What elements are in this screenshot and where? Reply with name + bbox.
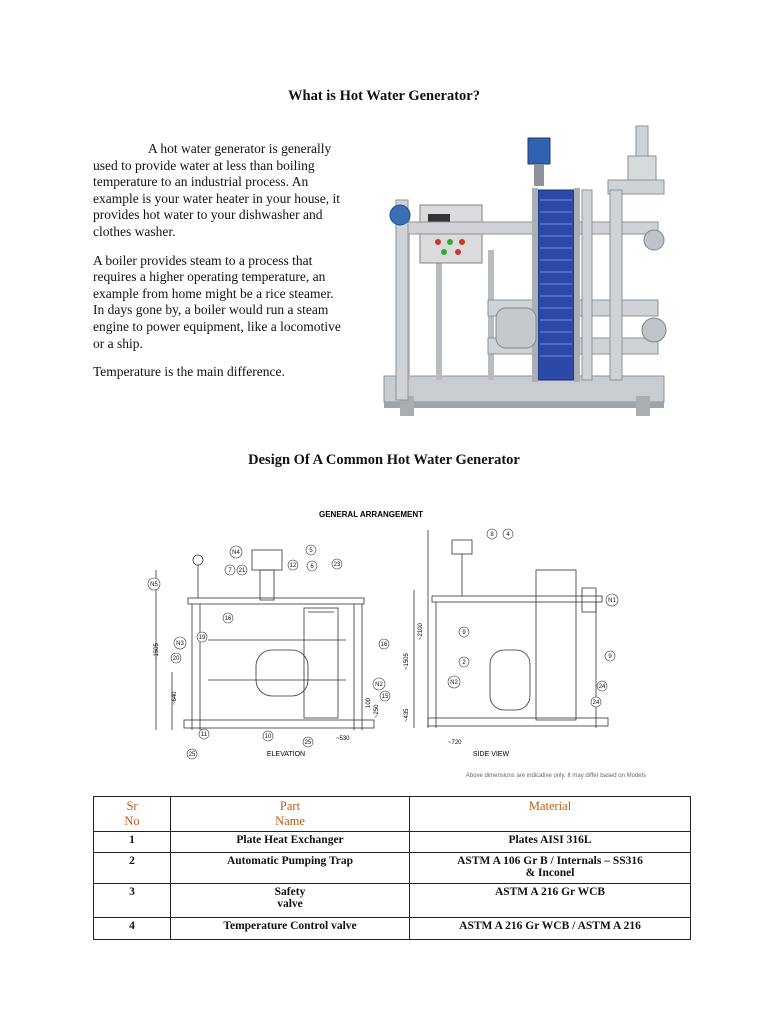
dim-side-total: ~2100 bbox=[418, 623, 424, 640]
svg-text:10: 10 bbox=[264, 734, 272, 740]
callout bbox=[597, 681, 607, 691]
svg-text:2: 2 bbox=[462, 660, 466, 666]
cell-part: Safety valve bbox=[171, 884, 410, 918]
elevation-view bbox=[156, 550, 374, 730]
side-view bbox=[414, 530, 608, 728]
svg-text:N3: N3 bbox=[176, 641, 184, 647]
table-row bbox=[94, 918, 691, 940]
svg-text:23: 23 bbox=[333, 562, 341, 568]
cell-part: Temperature Control valve bbox=[171, 918, 410, 940]
section-subtitle: Design Of A Common Hot Water Generator bbox=[248, 452, 520, 468]
elevation-label: ELEVATION bbox=[266, 751, 306, 758]
cell-material: ASTM A 106 Gr B / Internals – SS316 & Inconel bbox=[410, 853, 691, 884]
table-row bbox=[94, 853, 691, 884]
intro-paragraph-2: A boiler provides steam to a process that requires a higher operating temperature, an example from home might be a rice steamer. In days gone by, a boiler would run a steam engine to power equipment, like a locomotive or a ship. bbox=[93, 252, 341, 351]
svg-text:6: 6 bbox=[310, 564, 314, 570]
cell-sr: 2 bbox=[94, 853, 171, 884]
callout bbox=[199, 729, 209, 739]
cell-material: ASTM A 216 Gr WCB bbox=[410, 884, 691, 918]
dim-side-lower: ~435 bbox=[404, 708, 410, 722]
dim-elev-width: ~530 bbox=[336, 736, 350, 742]
svg-text:12: 12 bbox=[289, 563, 297, 569]
svg-text:5: 5 bbox=[309, 548, 313, 554]
callout bbox=[237, 565, 247, 575]
callout bbox=[379, 639, 389, 649]
general-arrangement-drawing bbox=[96, 500, 656, 785]
svg-text:N5: N5 bbox=[150, 582, 158, 588]
table-row bbox=[94, 832, 691, 853]
cell-sr: 4 bbox=[94, 918, 171, 940]
svg-text:16: 16 bbox=[380, 642, 388, 648]
dim-elev-250: ~250 bbox=[374, 704, 380, 718]
svg-text:25: 25 bbox=[188, 752, 196, 758]
cell-part: Automatic Pumping Trap bbox=[171, 853, 410, 884]
header-part: Part Name bbox=[171, 797, 410, 832]
dim-elev-lower: ~640 bbox=[172, 691, 178, 705]
svg-text:21: 21 bbox=[238, 568, 246, 574]
cell-part: Plate Heat Exchanger bbox=[171, 832, 410, 853]
callout bbox=[380, 691, 390, 701]
callout bbox=[373, 678, 385, 690]
svg-text:24: 24 bbox=[592, 700, 600, 706]
callout bbox=[225, 565, 235, 575]
callout bbox=[263, 731, 273, 741]
callout bbox=[332, 559, 342, 569]
callout bbox=[591, 697, 601, 707]
svg-text:19: 19 bbox=[198, 635, 206, 641]
callout bbox=[306, 545, 316, 555]
callout bbox=[503, 529, 513, 539]
callout bbox=[223, 613, 233, 623]
hot-water-generator-photo bbox=[378, 120, 670, 425]
svg-text:4: 4 bbox=[506, 532, 510, 538]
callout bbox=[187, 749, 197, 759]
cell-sr: 3 bbox=[94, 884, 171, 918]
svg-text:20: 20 bbox=[172, 656, 180, 662]
svg-text:15: 15 bbox=[381, 694, 389, 700]
dim-elev-100: 100 bbox=[366, 697, 372, 708]
cell-material: ASTM A 216 Gr WCB / ASTM A 216 bbox=[410, 918, 691, 940]
intro-paragraph-3: Temperature is the main difference. bbox=[93, 364, 285, 380]
callout bbox=[448, 676, 460, 688]
callout bbox=[288, 560, 298, 570]
callout bbox=[605, 651, 615, 661]
svg-text:11: 11 bbox=[200, 732, 208, 738]
intro-text bbox=[93, 141, 343, 393]
drawing-heading: GENERAL ARRANGEMENT bbox=[318, 510, 424, 519]
callout bbox=[174, 637, 186, 649]
page-title: What is Hot Water Generator? bbox=[288, 88, 480, 104]
table-row bbox=[94, 884, 691, 918]
svg-text:25: 25 bbox=[304, 740, 312, 746]
callout bbox=[307, 561, 317, 571]
table-header-row bbox=[94, 797, 691, 832]
drawing-note: Above dimensions are indicative only. It may differ based on Models bbox=[465, 773, 646, 779]
callout bbox=[606, 594, 618, 606]
callout bbox=[459, 657, 469, 667]
header-material: Material bbox=[410, 797, 691, 832]
callout bbox=[230, 546, 242, 558]
svg-text:9: 9 bbox=[608, 654, 612, 660]
callout bbox=[487, 529, 497, 539]
svg-text:8: 8 bbox=[490, 532, 494, 538]
materials-table bbox=[93, 796, 691, 940]
dim-side-height: ~1505 bbox=[404, 653, 410, 670]
svg-text:N2: N2 bbox=[450, 680, 458, 686]
svg-text:7: 7 bbox=[228, 568, 232, 574]
svg-text:9: 9 bbox=[462, 630, 466, 636]
callout bbox=[303, 737, 313, 747]
dim-elev-height: ~1505 bbox=[154, 643, 160, 660]
side-view-label: SIDE VIEW bbox=[472, 751, 510, 758]
svg-text:16: 16 bbox=[224, 616, 232, 622]
svg-text:N4: N4 bbox=[232, 550, 240, 556]
svg-text:N1: N1 bbox=[608, 598, 616, 604]
intro-paragraph-1: A hot water generator is generally used to provide water at less than boiling temperature to an industrial process. An example is your water heater in your house, it provides hot water to your dishwasher and clothes washer. bbox=[93, 141, 341, 239]
cell-sr: 1 bbox=[94, 832, 171, 853]
callout bbox=[148, 578, 160, 590]
callout bbox=[459, 627, 469, 637]
svg-text:N2: N2 bbox=[375, 682, 383, 688]
callout bbox=[197, 632, 207, 642]
header-sr: Sr No bbox=[94, 797, 171, 832]
cell-material: Plates AISI 316L bbox=[410, 832, 691, 853]
dim-side-width: ~720 bbox=[448, 740, 462, 746]
callout bbox=[171, 653, 181, 663]
svg-text:24: 24 bbox=[598, 684, 606, 690]
